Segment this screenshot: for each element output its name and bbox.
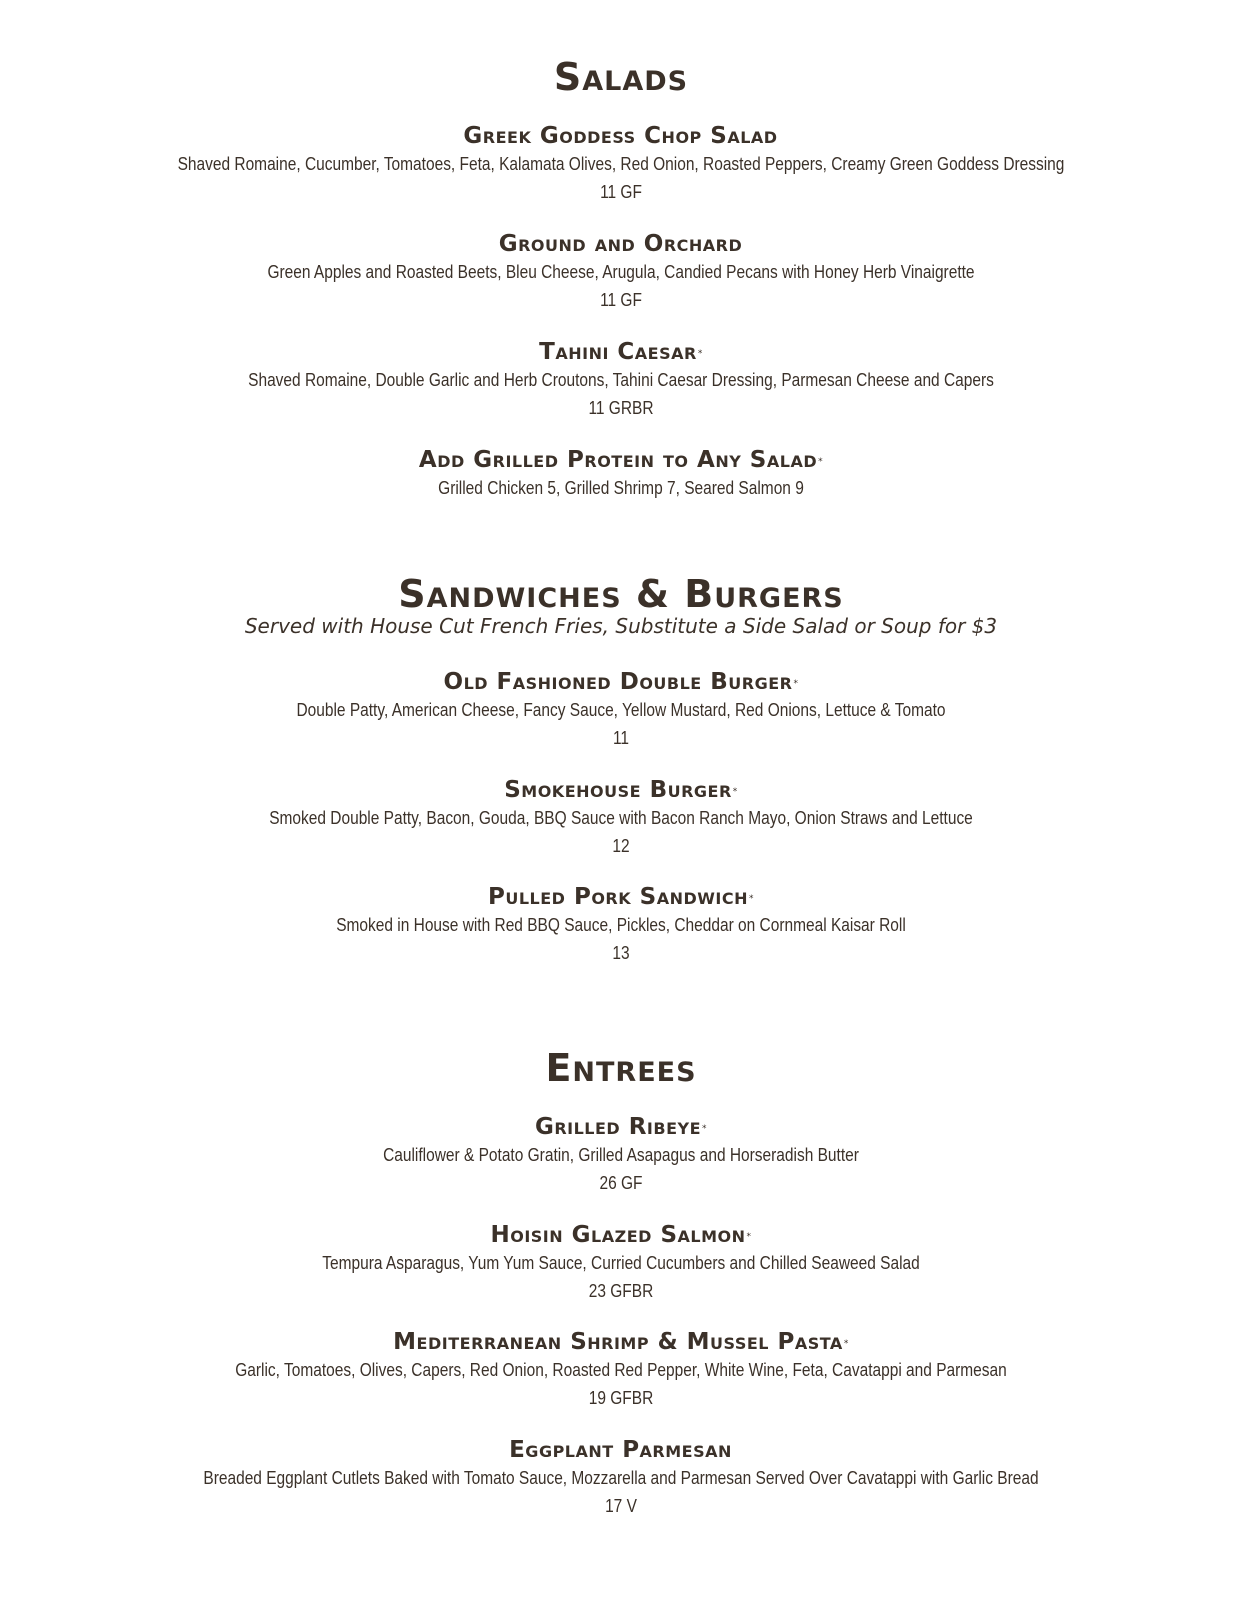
item-description: Garlic, Tomatoes, Olives, Capers, Red Onion, Roasted Red Pepper, White Wine, Feta, Cavatappi and Parmesan bbox=[235, 1360, 1007, 1380]
menu-item bbox=[0, 1113, 1242, 1197]
menu-item bbox=[0, 776, 1242, 860]
item-name: Grilled Ribeye* bbox=[534, 1114, 708, 1140]
menu-item bbox=[0, 668, 1242, 752]
item-price: 17 V bbox=[605, 1496, 637, 1516]
item-name: Tahini Caesar* bbox=[539, 339, 703, 365]
menu-item bbox=[0, 1328, 1242, 1412]
item-price: 11 bbox=[612, 728, 630, 748]
item-description: Breaded Eggplant Cutlets Baked with Tomato Sauce, Mozzarella and Parmesan Served Over Cavatappi with Garlic Bread bbox=[203, 1468, 1039, 1488]
item-description: Shaved Romaine, Cucumber, Tomatoes, Feta, Kalamata Olives, Red Onion, Roasted Peppers, Creamy Green Goddess Dressing bbox=[177, 154, 1065, 174]
item-price: 26 GF bbox=[599, 1173, 643, 1193]
menu-item bbox=[0, 1221, 1242, 1305]
item-name: Ground and Orchard bbox=[498, 231, 743, 257]
menu-item bbox=[0, 446, 1242, 502]
item-price: 12 bbox=[612, 836, 630, 856]
item-price: 13 bbox=[612, 943, 630, 963]
item-name: Greek Goddess Chop Salad bbox=[463, 123, 778, 149]
item-description: Green Apples and Roasted Beets, Bleu Cheese, Arugula, Candied Pecans with Honey Herb Vinaigrette bbox=[267, 262, 975, 282]
item-description: Smoked in House with Red BBQ Sauce, Pickles, Cheddar on Cornmeal Kaisar Roll bbox=[336, 915, 906, 935]
item-price: 23 GFBR bbox=[588, 1281, 654, 1301]
menu-item bbox=[0, 883, 1242, 967]
item-price: 11 GRBR bbox=[588, 398, 654, 418]
item-name: Hoisin Glazed Salmon* bbox=[490, 1222, 752, 1248]
item-name: Old Fashioned Double Burger* bbox=[443, 669, 799, 695]
item-price: 19 GFBR bbox=[588, 1388, 654, 1408]
item-description: Tempura Asparagus, Yum Yum Sauce, Curried Cucumbers and Chilled Seaweed Salad bbox=[322, 1253, 920, 1273]
section-title-entrees: Entrees bbox=[545, 1046, 697, 1090]
item-description: Double Patty, American Cheese, Fancy Sauce, Yellow Mustard, Red Onions, Lettuce & Tomato bbox=[296, 700, 946, 720]
item-name: Eggplant Parmesan bbox=[509, 1437, 732, 1463]
item-name: Pulled Pork Sandwich* bbox=[488, 884, 754, 910]
item-name: Add Grilled Protein to Any Salad* bbox=[418, 447, 824, 473]
menu-item bbox=[0, 1436, 1242, 1520]
item-description: Cauliflower & Potato Gratin, Grilled Asapagus and Horseradish Butter bbox=[383, 1145, 859, 1165]
section-subtitle: Served with House Cut French Fries, Substitute a Side Salad or Soup for $3 bbox=[244, 614, 998, 638]
item-description: Shaved Romaine, Double Garlic and Herb Croutons, Tahini Caesar Dressing, Parmesan Cheese and Capers bbox=[248, 370, 994, 390]
item-description: Smoked Double Patty, Bacon, Gouda, BBQ Sauce with Bacon Ranch Mayo, Onion Straws and Lettuce bbox=[269, 808, 973, 828]
item-price: 11 GF bbox=[600, 182, 642, 202]
item-description: Grilled Chicken 5, Grilled Shrimp 7, Seared Salmon 9 bbox=[438, 478, 804, 498]
menu-item bbox=[0, 122, 1242, 206]
menu-item bbox=[0, 338, 1242, 422]
section-title-salads: Salads bbox=[553, 55, 689, 99]
menu-item bbox=[0, 230, 1242, 314]
item-name: Mediterranean Shrimp & Mussel Pasta* bbox=[393, 1329, 849, 1355]
section-title-sandwiches-burgers: Sandwiches & Burgers bbox=[398, 572, 844, 616]
item-price: 11 GF bbox=[600, 290, 642, 310]
item-name: Smokehouse Burger* bbox=[504, 777, 738, 803]
